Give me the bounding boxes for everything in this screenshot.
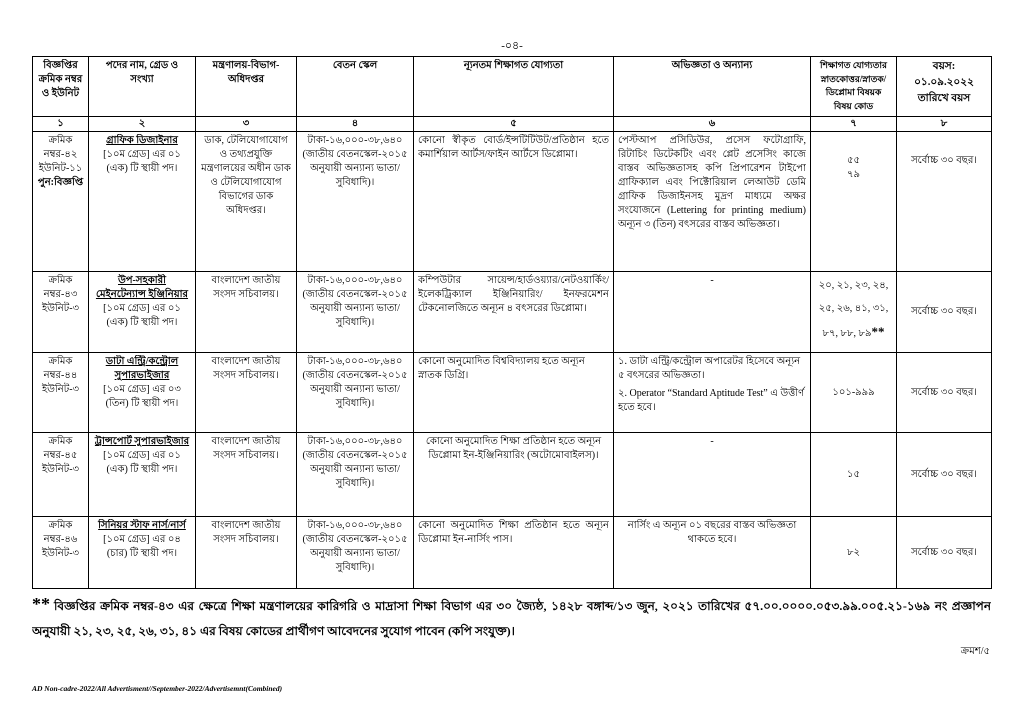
column-number [815, 119, 892, 129]
experience-content [618, 134, 806, 269]
subject-code-content [815, 134, 892, 269]
education-text: কোনো অনুমোদিত শিক্ষা প্রতিষ্ঠান হতে অন্যূন ডিপ্লোমা ইন-নার্সিং পাস। [418, 520, 609, 545]
education-content [418, 519, 609, 586]
column-number-text: ৩ [242, 119, 250, 129]
header-cell-experience [614, 57, 811, 117]
column-number-text: ৭ [850, 119, 857, 129]
header-pay-scale [301, 59, 409, 114]
post-title: ডাটা এন্ট্রি/কন্ট্রোল সুপারভাইজার [105, 356, 179, 381]
subject-code-cell [811, 517, 897, 589]
pay-scale-text: টাকা-১৬,০০০-৩৮,৬৪০ (জাতীয় বেতনস্কেল-২০১৫ অনুযায়ী অন্যান্য ভাতা/সুবিধাদি)। [302, 436, 408, 489]
experience-text: পেস্টআপ প্রসিডিউর, প্রসেস ফটোগ্রাফি, রিটাচিং ডিটেকটিং এবং প্লেট প্রসেসিং কাজে বাস্তব অভিজ্ঞতাসহ কপি প্রিপারেশন টাইপো গ্রাফিক্যাল এবং পিক্টোরিয়াল লেআউট ডেমি গ্রাফিক ডিজাইনসহ মুদ্রণ মাধ্যমে অক্ষর সংযোজনে (Lettering for printing medium) অন্যূন ৩ (তিন) বৎসরের বাস্তব অভিজ্ঞতা। [618, 135, 806, 230]
unit: ইউনিট-৩ [41, 464, 80, 475]
column-number-text: ৮ [940, 119, 948, 129]
subject-code-content [815, 519, 892, 586]
job-advertisement-table [32, 56, 992, 589]
header-ministry [200, 59, 292, 114]
header-line: স্নাতকোত্তর/স্নাতক/ [820, 73, 887, 84]
subject-code-line [815, 274, 892, 345]
pay-scale-content [301, 435, 409, 514]
column-number-cell [89, 117, 196, 132]
column-number-cell [33, 117, 89, 132]
subject-code-content [815, 355, 892, 430]
ministry-content [200, 134, 292, 269]
age-limit: সর্বোচ্চ ৩০ বছর। [911, 306, 977, 317]
education-cell [414, 132, 614, 272]
header-cell-post [89, 57, 196, 117]
subject-code-content [815, 274, 892, 350]
column-number-text: ২ [138, 119, 146, 129]
pay-scale-text: টাকা-১৬,০০০-৩৮,৬৪০ (জাতীয় বেতনস্কেল-২০১৫ অনুযায়ী অন্যান্য ভাতা/সুবিধাদি)। [302, 520, 408, 573]
post-detail: [১০ম গ্রেড] এর ০১ (এক) টি স্থায়ী পদ। [103, 303, 181, 328]
pay-scale-cell [297, 433, 414, 517]
header-cell-serial [33, 57, 89, 117]
experience-item: ২. Operator “Standard Aptitude Test” এ উত্তীর্ণ হতে হবে। [618, 388, 805, 413]
header-line: ০১.০৯.২০২২ [914, 77, 974, 88]
serial-label: ক্রমিক [48, 520, 73, 531]
ministry-content [200, 519, 292, 586]
post-cell [89, 132, 196, 272]
education-content [418, 134, 609, 269]
post-content [93, 355, 191, 430]
ministry-text: বাংলাদেশ জাতীয় সংসদ সচিবালয়। [211, 436, 281, 461]
experience-cell [614, 132, 811, 272]
serial-label: ক্রমিক [48, 135, 73, 146]
age-limit: সর্বোচ্চ ৩০ বছর। [911, 155, 977, 166]
header-line: মন্ত্রণালয়-বিভাগ- [212, 60, 280, 71]
footnote [32, 592, 991, 646]
pay-scale-cell [297, 132, 414, 272]
ministry-content [200, 435, 292, 514]
column-number [901, 119, 987, 129]
experience-text: নার্সিং এ অন্যূন ০১ বছরের বাস্তব অভিজ্ঞতা থাকতে হবে। [627, 520, 797, 545]
post-cell [89, 433, 196, 517]
continuation-note: ক্রমশ/৫ [960, 646, 990, 657]
subject-code: ৭৯ [847, 169, 860, 180]
pay-scale-content [301, 134, 409, 269]
header-line: বেতন স্কেল [332, 60, 378, 71]
header-age [901, 59, 987, 114]
pay-scale-text: টাকা-১৬,০০০-৩৮,৬৪০ (জাতীয় বেতনস্কেল-২০১৫ অনুযায়ী অন্যান্য ভাতা/সুবিধাদি)। [302, 275, 408, 328]
experience-text: - [710, 275, 714, 286]
age-cell [897, 517, 992, 589]
header-experience [618, 59, 806, 114]
pay-scale-content [301, 519, 409, 586]
pay-scale-cell [297, 272, 414, 353]
column-number-text: ৪ [351, 119, 359, 129]
age-limit: সর্বোচ্চ ৩০ বছর। [911, 468, 977, 480]
ministry-text: বাংলাদেশ জাতীয় সংসদ সচিবালয়। [211, 520, 281, 545]
subject-code: ২০, ২১, ২৩, ২৪, ২৫, ২৬, ৪১, ৩১, ৮৭, ৮৮, ৮৯ [818, 280, 889, 339]
header-line: বিষয় কোড [833, 100, 874, 111]
serial-number: নম্বর-৪৩ [43, 289, 78, 300]
header-line: বয়স: [932, 61, 956, 72]
post-title: সিনিয়র স্টাফ নার্স/নার্স [98, 520, 186, 531]
experience-text: - [710, 436, 714, 447]
serial-label: ক্রমিক [48, 275, 73, 286]
header-line: শিক্ষাগত যোগ্যতার [820, 60, 887, 70]
header-line: ও ইউনিট [41, 88, 80, 99]
post-detail: [১০ম গ্রেড] এর ০১ (এক) টি স্থায়ী পদ। [103, 450, 181, 475]
age-cell [897, 433, 992, 517]
ministry-cell [196, 132, 297, 272]
age-cell [897, 272, 992, 353]
column-number-text: ১ [57, 119, 64, 129]
subject-code: ১৫ [847, 468, 860, 480]
age-limit: সর্বোচ্চ ৩০ বছর। [911, 546, 977, 558]
post-detail: [১০ম গ্রেড] এর ০৪ (চার) টি স্থায়ী পদ। [103, 534, 181, 559]
education-cell [414, 517, 614, 589]
age-limit: সর্বোচ্চ ৩০ বছর। [911, 386, 977, 398]
ministry-text: বাংলাদেশ জাতীয় সংসদ সচিবালয়। [211, 275, 281, 300]
ministry-content [200, 355, 292, 430]
age-cell [897, 132, 992, 272]
header-line: বিজ্ঞপ্তির [43, 60, 78, 71]
subject-code-cell [811, 272, 897, 353]
header-line: পদের নাম, গ্রেড ও [105, 60, 179, 71]
column-number-cell [196, 117, 297, 132]
serial-content [37, 274, 84, 350]
experience-content [618, 435, 806, 514]
ministry-cell [196, 433, 297, 517]
subject-code-cell [811, 353, 897, 433]
pay-scale-cell [297, 353, 414, 433]
education-text: কোনো অনুমোদিত বিশ্ববিদ্যালয় হতে অন্যূন স্নাতক ডিগ্রি। [418, 356, 585, 381]
footnote-marker: ** [871, 324, 885, 339]
unit: ইউনিট-১১ [38, 163, 83, 174]
experience-content [618, 355, 806, 430]
footer-file-path: AD Non-cadre-2022/All Advertisment//September-2022/Advertisemnt(Combined) [32, 684, 283, 693]
table-row [33, 272, 992, 353]
experience-content [618, 274, 806, 350]
education-text: কোনো স্বীকৃত বোর্ড/ইন্সটিটিউট/প্রতিষ্ঠান হতে কমার্শিয়াল আর্টস/ফাইন আর্টসে ডিপ্লোমা। [418, 135, 609, 160]
column-number-cell [614, 117, 811, 132]
post-cell [89, 353, 196, 433]
column-number-cell [897, 117, 992, 132]
readvertisement-note: পুন:বিজ্ঞপ্তি [37, 177, 84, 188]
footnote-marker: ** [32, 594, 50, 614]
column-number [37, 119, 84, 129]
age-content [901, 134, 987, 269]
unit: ইউনিট-৩ [41, 548, 80, 559]
serial-cell [33, 433, 89, 517]
serial-cell [33, 132, 89, 272]
experience-cell [614, 433, 811, 517]
column-number [418, 119, 609, 129]
education-text: কোনো অনুমোদিত শিক্ষা প্রতিষ্ঠান হতে অন্যূন ডিপ্লোমা ইন-ইঞ্জিনিয়ারিং (অটোমোবাইলস)। [425, 436, 602, 461]
education-content [418, 355, 609, 430]
experience-content [618, 519, 806, 586]
header-line: অভিজ্ঞতা ও অন্যান্য [671, 60, 753, 71]
header-cell-pay-scale [297, 57, 414, 117]
education-content [418, 435, 609, 514]
post-detail: [১০ম গ্রেড] এর ০১ (এক) টি স্থায়ী পদ। [103, 149, 181, 174]
post-content [93, 134, 191, 269]
subject-code-content [815, 435, 892, 514]
pay-scale-text: টাকা-১৬,০০০-৩৮,৬৪০ (জাতীয় বেতনস্কেল-২০১৫ অনুযায়ী অন্যান্য ভাতা/সুবিধাদি)। [302, 135, 408, 188]
age-content [901, 519, 987, 586]
header-serial [37, 59, 84, 114]
ministry-cell [196, 272, 297, 353]
ministry-content [200, 274, 292, 350]
column-number-text: ৫ [510, 119, 517, 129]
pay-scale-text: টাকা-১৬,০০০-৩৮,৬৪০ (জাতীয় বেতনস্কেল-২০১৫ অনুযায়ী অন্যান্য ভাতা/সুবিধাদি)। [302, 356, 408, 409]
post-content [93, 274, 191, 350]
age-cell [897, 353, 992, 433]
serial-number: নম্বর-৪৪ [43, 370, 78, 381]
serial-label: ক্রমিক [48, 436, 73, 447]
header-subject-code [815, 59, 892, 114]
subject-code-cell [811, 433, 897, 517]
ministry-text: বাংলাদেশ জাতীয় সংসদ সচিবালয়। [211, 356, 281, 381]
column-number [301, 119, 409, 129]
post-cell [89, 272, 196, 353]
serial-content [37, 355, 84, 430]
serial-number: নম্বর-৪২ [43, 149, 78, 160]
column-number-row [33, 117, 992, 132]
post-title: গ্রাফিক ডিজাইনার [106, 135, 178, 146]
post-content [93, 435, 191, 514]
serial-number: নম্বর-৪৫ [43, 450, 78, 461]
table-row [33, 517, 992, 589]
unit: ইউনিট-৩ [41, 303, 80, 314]
header-cell-ministry [196, 57, 297, 117]
header-line: সংখ্যা [130, 74, 154, 85]
header-education [418, 59, 609, 114]
column-number [200, 119, 292, 129]
header-cell-age [897, 57, 992, 117]
header-line: ন্যূনতম শিক্ষাগত যোগ্যতা [463, 60, 564, 71]
column-number [618, 119, 806, 129]
age-content [901, 355, 987, 430]
header-row [33, 57, 992, 117]
subject-code: ৮২ [847, 546, 860, 558]
header-cell-education [414, 57, 614, 117]
serial-content [37, 435, 84, 514]
column-number-cell [811, 117, 897, 132]
unit: ইউনিট-৩ [41, 384, 80, 395]
serial-content [37, 519, 84, 586]
post-detail: [১০ম গ্রেড] এর ০৩ (তিন) টি স্থায়ী পদ। [103, 384, 181, 409]
pay-scale-content [301, 355, 409, 430]
column-number [93, 119, 191, 129]
subject-code: ৫৫ [847, 155, 860, 166]
education-cell [414, 353, 614, 433]
age-content [901, 435, 987, 514]
column-number-cell [297, 117, 414, 132]
serial-cell [33, 517, 89, 589]
education-cell [414, 272, 614, 353]
footnote-text: বিজ্ঞপ্তির ক্রমিক নম্বর-৪৩ এর ক্ষেত্রে শিক্ষা মন্ত্রণালয়ের কারিগরি ও মাদ্রাসা শিক্ষা বিভাগ এর ৩০ জ্যৈষ্ঠ, ১৪২৮ বঙ্গাব্দ/১৩ জুন, ২০২১ তারিখের ৫৭.০০.০০০০.০৫৩.৯৯.০০৫.২১-১৬৯ নং প্রজ্ঞাপন অনুযায়ী ২১, ২৩, ২৫, ২৬, ৩১, ৪১ এর বিষয় কোডের প্রার্থীগণ আবেদনের সুযোগ পাবেন (কপি সংযুক্ত)। [32, 599, 991, 638]
header-post [93, 59, 191, 114]
experience-cell [614, 517, 811, 589]
header-line: অধিদপ্তর [227, 74, 265, 85]
serial-content [37, 134, 84, 269]
experience-cell [614, 272, 811, 353]
header-line: ক্রমিক নম্বর [38, 74, 83, 85]
experience-cell [614, 353, 811, 433]
ministry-cell [196, 353, 297, 433]
table-row [33, 132, 992, 272]
subject-code: ১০১-৯৯৯ [832, 386, 875, 398]
experience-item: ১. ডাটা এন্ট্রি/কন্ট্রোল অপারেটর হিসেবে অন্যূন ৫ বৎসরের অভিজ্ঞতা। [618, 356, 801, 381]
serial-cell [33, 353, 89, 433]
subject-code-cell [811, 132, 897, 272]
education-cell [414, 433, 614, 517]
age-content [901, 274, 987, 350]
post-content [93, 519, 191, 586]
page-number: -০৪- [501, 40, 523, 52]
column-number-text: ৬ [708, 119, 716, 129]
post-title: ট্রান্সপোর্ট সুপারভাইজার [94, 436, 190, 447]
education-text: কম্পিউটার সায়েন্স/হার্ডওয়্যার/নেটওয়ার্কিং/ ইলেকট্রিক্যাল ইঞ্জিনিয়ারিং/ ইনফরমেশন টেকনোলজিতে অন্যূন ৪ বৎসরের ডিপ্লোমা। [418, 275, 609, 314]
education-content [418, 274, 609, 350]
ministry-cell [196, 517, 297, 589]
header-line: তারিখে বয়স [917, 93, 971, 104]
serial-cell [33, 272, 89, 353]
table-row [33, 433, 992, 517]
ministry-text: ডাক, টেলিযোগাযোগ ও তথ্যপ্রযুক্তি মন্ত্রণালয়ের অধীন ডাক ও টেলিযোগাযোগ বিভাগের ডাক অধিদপ্তর। [201, 135, 291, 216]
serial-number: নম্বর-৪৬ [43, 534, 78, 545]
header-cell-subject-code [811, 57, 897, 117]
pay-scale-cell [297, 517, 414, 589]
pay-scale-content [301, 274, 409, 350]
post-cell [89, 517, 196, 589]
column-number-cell [414, 117, 614, 132]
serial-label: ক্রমিক [48, 356, 73, 367]
post-title: উপ-সহকারী মেইনটেন্যান্স ইঞ্জিনিয়ার [95, 275, 189, 300]
table-row [33, 353, 992, 433]
header-line: ডিপ্লোমা বিষয়ক [825, 87, 882, 97]
